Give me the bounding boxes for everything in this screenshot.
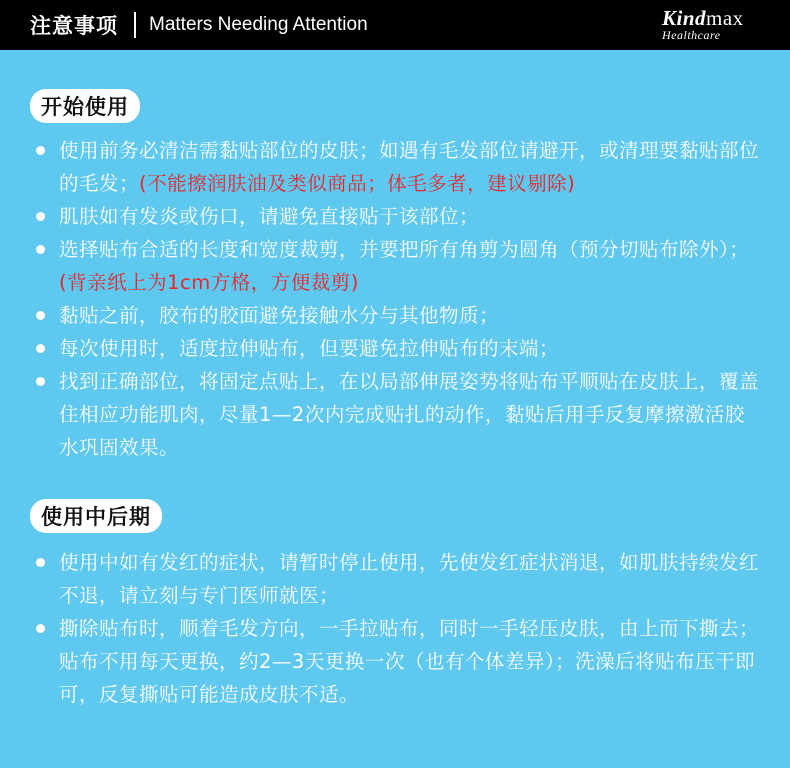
list-item (30, 332, 760, 365)
item-text: 黏贴之前，胶布的胶面避免接触水分与其他物质； (59, 304, 500, 327)
list-item (30, 546, 760, 612)
brand-logo (662, 7, 760, 41)
section-title-later: 使用中后期 (30, 499, 162, 533)
section-list-later (30, 546, 760, 711)
logo-brand-bold: Kind (662, 6, 707, 30)
list-item (30, 365, 760, 464)
logo-brand-rest: max (706, 6, 744, 30)
item-text: 使用中如有发红的症状，请暂时停止使用，先使发红症状消退，如肌肤持续发红不退，请立刻与专门医师就医； (59, 551, 760, 607)
list-item (30, 200, 760, 233)
section-list-start (30, 134, 760, 464)
bullet-icon (36, 624, 45, 633)
item-text: 选择贴布合适的长度和宽度裁剪，并要把所有角剪为圆角（预分切贴布除外）； (59, 238, 750, 261)
list-item (30, 134, 760, 200)
bullet-icon (36, 344, 45, 353)
item-text: 撕除贴布时，顺着毛发方向，一手拉贴布，同时一手轻压皮肤，由上而下撕去；贴布不用每天更换，约2—3天更换一次（也有个体差异）；洗澡后将贴布压干即可，反复撕贴可能造成皮肤不适。 (59, 617, 760, 706)
section-title-start: 开始使用 (30, 89, 140, 123)
header-bar (0, 0, 790, 50)
list-item (30, 299, 760, 332)
bullet-icon (36, 212, 45, 221)
item-note: (不能擦润肤油及类似商品；体毛多者，建议剔除) (139, 172, 576, 195)
header-title-en: Matters Needing Attention (149, 14, 368, 35)
item-text: 找到正确部位，将固定点贴上，在以局部伸展姿势将贴布平顺贴在皮肤上，覆盖住相应功能肌肉，尽量1—2次内完成贴扎的动作，黏贴后用手反复摩擦激活胶水巩固效果。 (59, 370, 760, 459)
logo-subtitle: Healthcare (662, 28, 721, 42)
header-title-cn: 注意事项 (30, 14, 118, 38)
item-text: 肌肤如有发炎或伤口，请避免直接贴于该部位； (59, 205, 480, 228)
header-divider (134, 12, 136, 38)
bullet-icon (36, 377, 45, 386)
item-text: 使用前务必清洁需黏贴部位的皮肤；如遇有毛发部位请避开，或清理要黏贴部位的毛发； (59, 139, 760, 195)
bullet-icon (36, 311, 45, 320)
item-note: (背亲纸上为1cm方格，方便裁剪) (59, 271, 359, 294)
list-item (30, 233, 760, 299)
item-text: 每次使用时，适度拉伸贴布，但要避免拉伸贴布的末端； (59, 337, 560, 360)
list-item (30, 612, 760, 711)
bullet-icon (36, 146, 45, 155)
bullet-icon (36, 558, 45, 567)
bullet-icon (36, 245, 45, 254)
